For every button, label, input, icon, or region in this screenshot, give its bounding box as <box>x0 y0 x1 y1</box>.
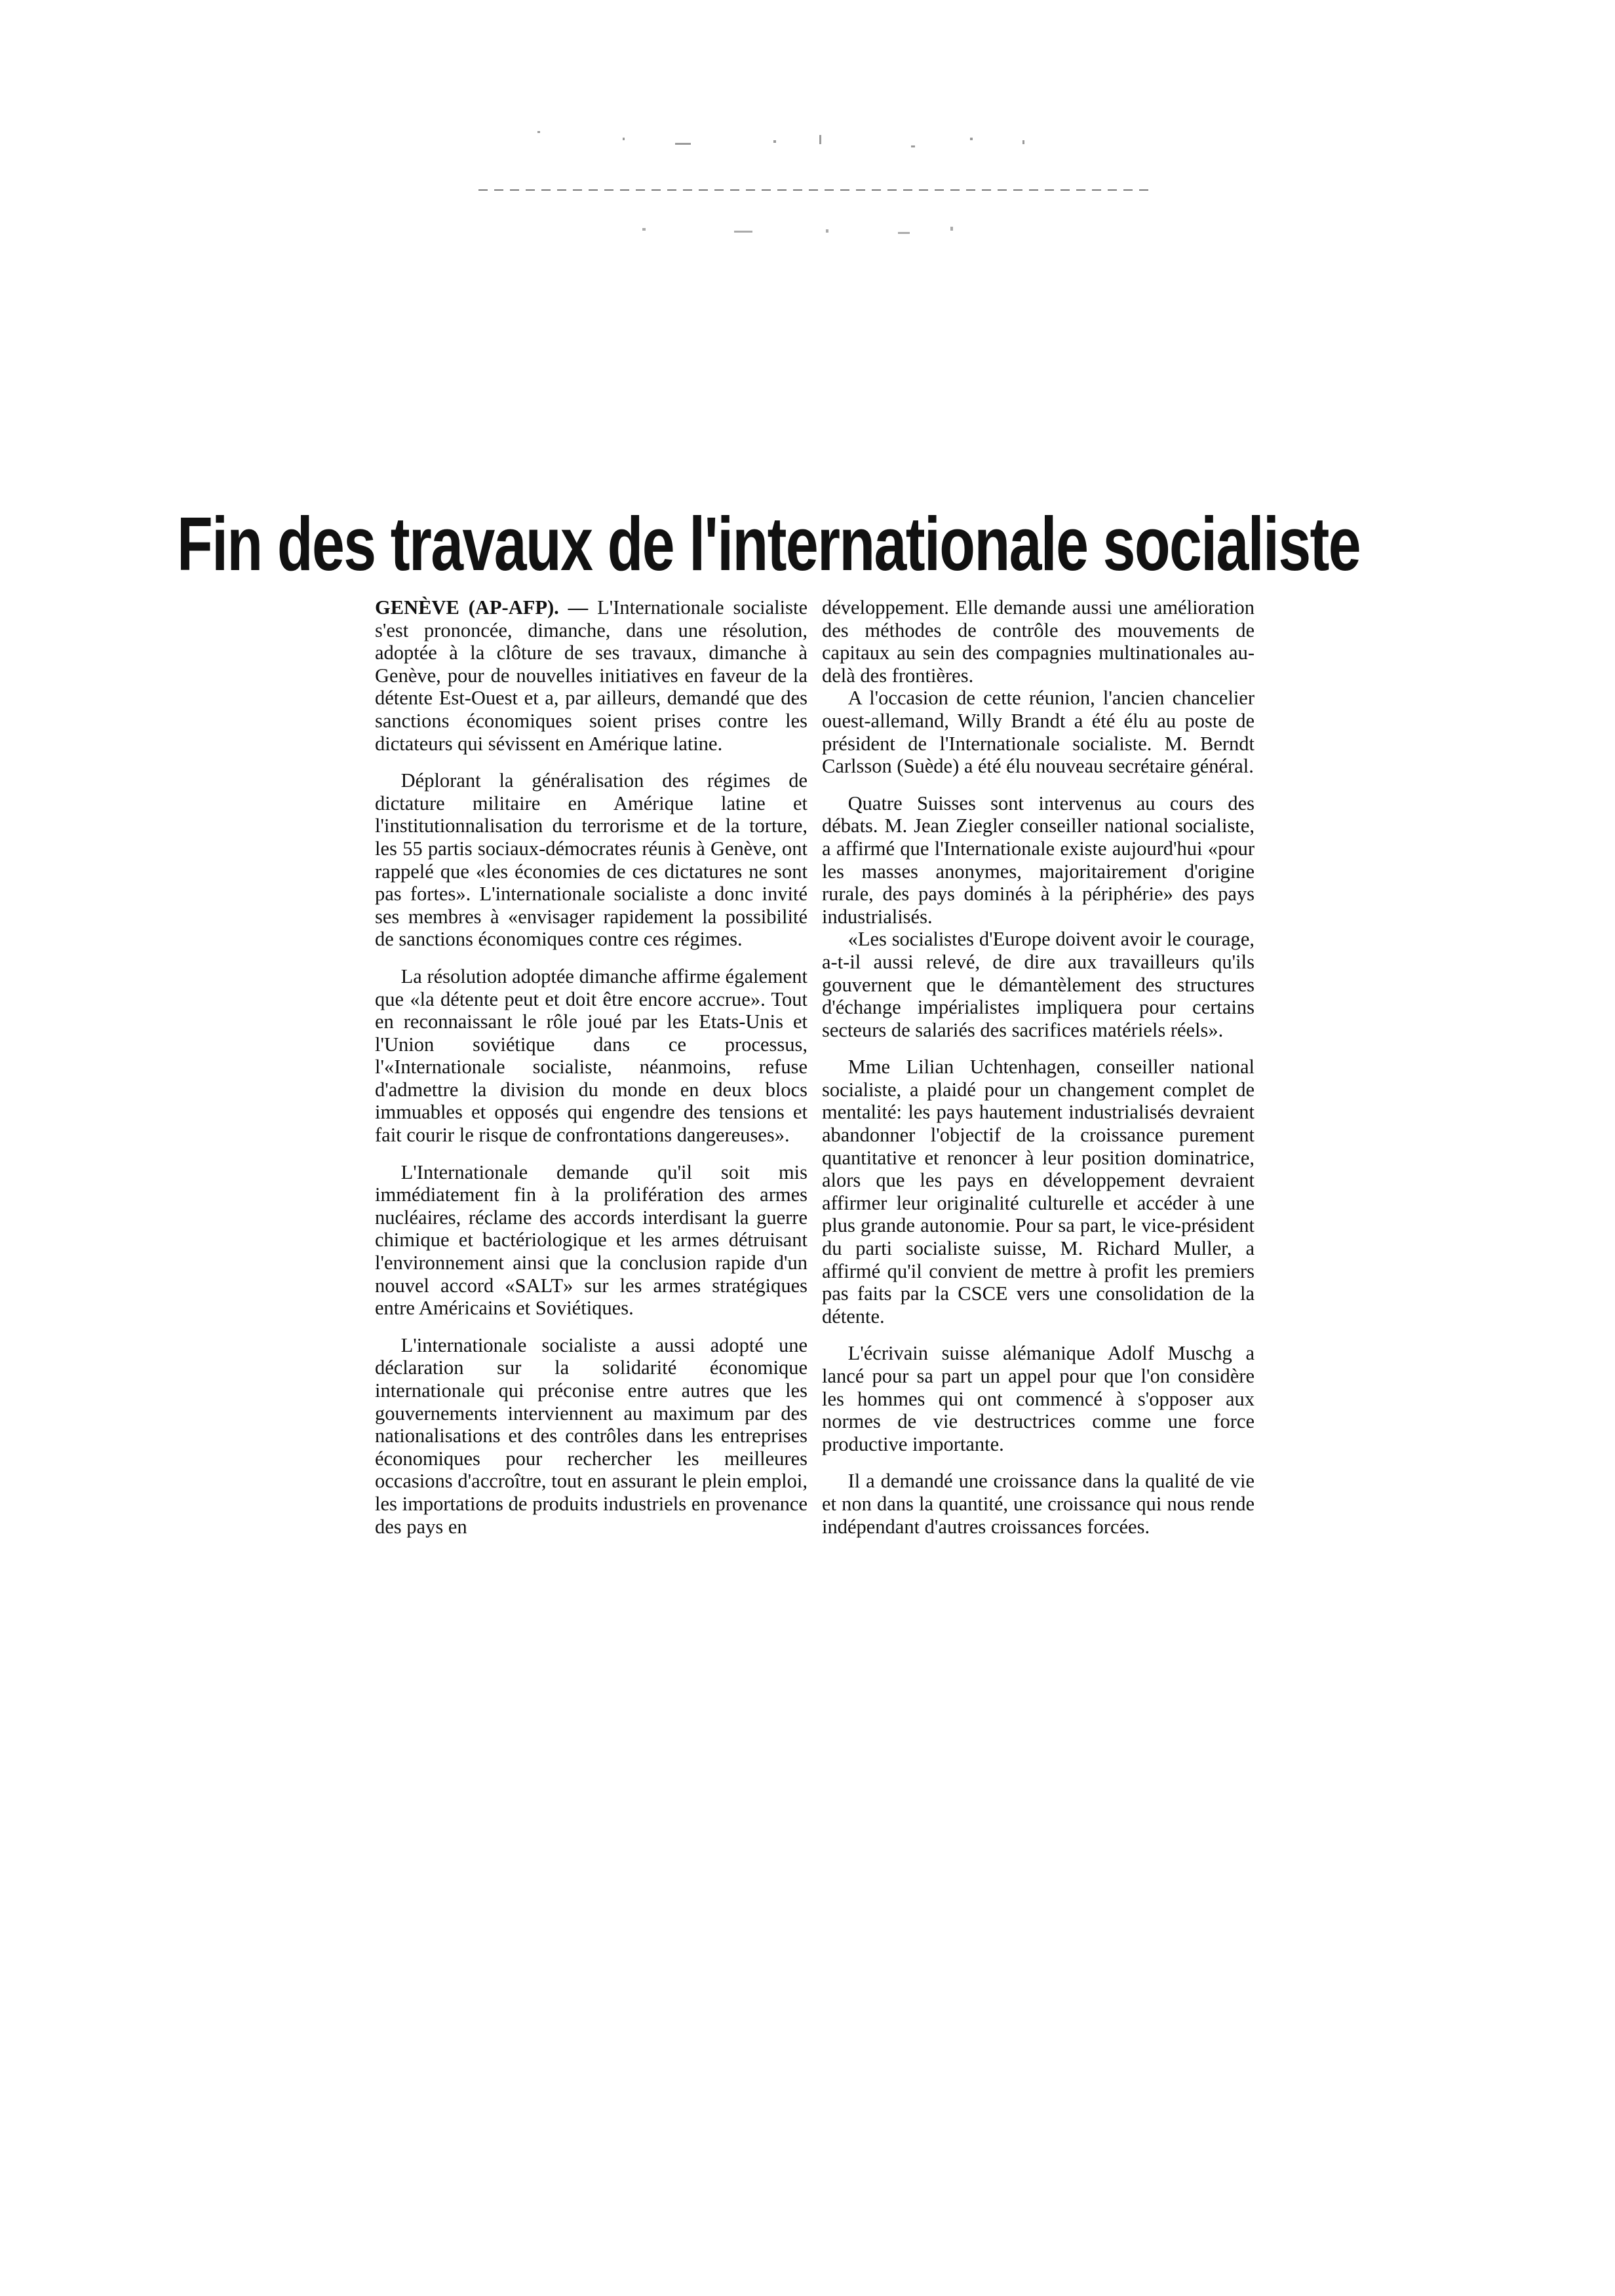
paragraph: Quatre Suisses sont intervenus au cours des débats. M. Jean Ziegler conseiller national socialiste, a affirmé que l'Internationale existe aujourd'hui «pour les masses anonymes, majoritairement d'origine rurale, des pays dominés à la périphérie» des pays industrialisés. <box>822 792 1255 928</box>
paragraph: L'Internationale demande qu'il soit mis immédiatement fin à la prolifération des armes nucléaires, réclame des accords interdisant la guerre chimique et bactériologique et les armes détruisant l'environnement ainsi que la conclusion rapide d'un nouvel accord «SALT» sur les armes stratégiques entre Américains et Soviétiques. <box>375 1160 808 1320</box>
paragraph <box>375 596 808 755</box>
dateline: GENÈVE (AP-AFP). — <box>375 596 589 619</box>
headline: Fin des travaux de l'internationale socialiste <box>177 501 1361 586</box>
paragraph-text: L'Internationale socialiste s'est prononcée, dimanche, dans une résolution, adoptée à la clôture de ses travaux, dimanche à Genève, pour de nouvelles initiatives en faveur de la détente Est-Ouest et a, par ailleurs, demandé que des sanctions économiques soient prises contre les dictateurs qui sévissent en Amérique latine. <box>375 596 808 755</box>
paragraph: «Les socialistes d'Europe doivent avoir le courage, a-t-il aussi relevé, de dire aux travailleurs qu'ils gouvernent que le démantèlement des structures d'échange impérialistes impliquera pour certains secteurs de salariés des sacrifices matériels réels». <box>822 928 1255 1041</box>
paragraph: A l'occasion de cette réunion, l'ancien chancelier ouest-allemand, Willy Brandt a été élu au poste de président de l'Internationale socialiste. M. Berndt Carlsson (Suède) a été élu nouveau secrétaire général. <box>822 687 1255 778</box>
paragraph: L'internationale socialiste a aussi adopté une déclaration sur la solidarité économique internationale qui préconise entre autres que les gouvernements interviennent au maximum par des nationalisations et des contrôles dans les entreprises économiques pour rechercher les meilleures occasions d'accroître, tout en assurant le plein emploi, les importations de produits industriels en provenance des pays en <box>375 1333 808 1538</box>
paragraph: L'écrivain suisse alémanique Adolf Muschg a lancé pour sa part un appel pour que l'on considère les hommes qui ont commencé à s'opposer aux normes de vie destructrices comme une force productive importante. <box>822 1342 1255 1455</box>
paragraph: développement. Elle demande aussi une amélioration des méthodes de contrôle des mouvements de capitaux au sein des compagnies multinationales au-delà des frontières. <box>822 596 1255 687</box>
paragraph: La résolution adoptée dimanche affirme également que «la détente peut et doit être encore accrue». Tout en reconnaissant le rôle joué par les Etats-Unis et l'Union soviétique dans ce processus, l'«Internationale socialiste, néanmoins, refuse d'admettre la division du monde en deux blocs immuables et opposés qui engendre des tensions et fait courir le risque de confrontations dangereuses». <box>375 965 808 1147</box>
paragraph: Il a demandé une croissance dans la qualité de vie et non dans la quantité, une croissance qui nous rende indépendant d'autres croissances forcées. <box>822 1470 1255 1538</box>
paragraph: Mme Lilian Uchtenhagen, conseiller national socialiste, a plaidé pour un changement complet de mentalité: les pays hautement industrialisés devraient abandonner l'objectif de la croissance purement quantitative et renoncer à leur position dominatrice, alors que les pays en développement devraient affirmer leur originalité culturelle et accéder à une plus grande autonomie. Pour sa part, le vice-président du parti socialiste suisse, M. Richard Muller, a affirmé qu'il convient de mettre à profit les premiers pas faits par la CSCE vers une consolidation de la détente. <box>822 1056 1255 1328</box>
article-column-left <box>375 596 808 1538</box>
scan-noise-strip <box>0 0 1615 275</box>
paragraph: Déplorant la généralisation des régimes de dictature militaire en Amérique latine et l'institutionnalisation du terrorisme et de la torture, les 55 partis sociaux-démocrates réunis à Genève, ont rappelé que «les économies de ces dictatures ne sont pas fortes». L'internationale socialiste a donc invité ses membres à «envisager rapidement la possibilité de sanctions économiques contre ces régimes. <box>375 769 808 951</box>
article-column-right <box>822 596 1255 1538</box>
